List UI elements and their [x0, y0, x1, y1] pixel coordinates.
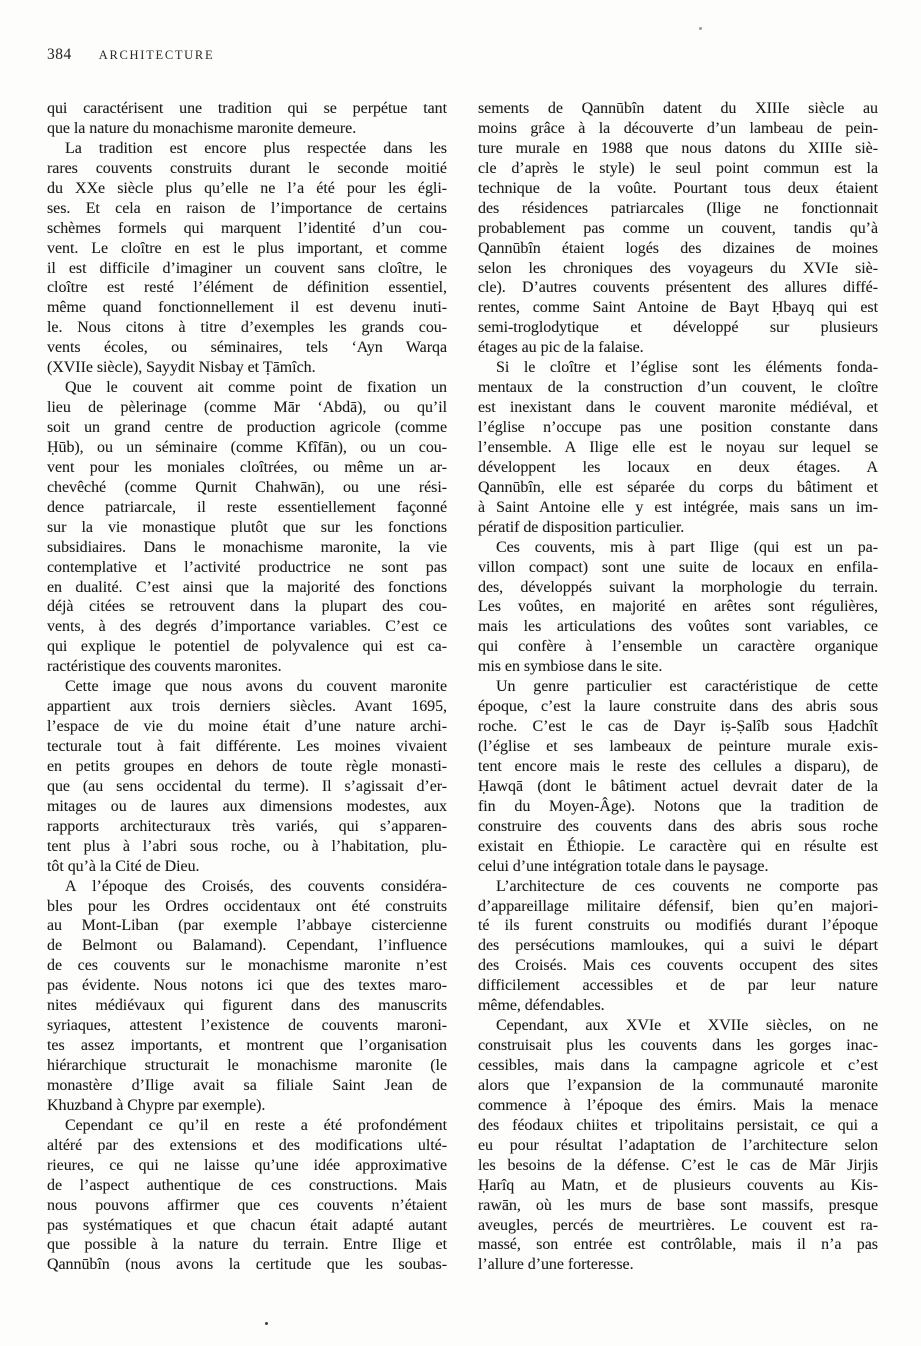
- text-column-right: [478, 99, 878, 1275]
- text-line: lieu de pèlerinage (comme Mār ‘Abdā), ou qu’il: [47, 399, 447, 417]
- text-line: l’allure d’une forteresse.: [478, 1256, 634, 1274]
- text-line: eu pour résultat l’adaptation de l’architecture selon: [478, 1136, 878, 1154]
- paragraph: [478, 538, 878, 678]
- text-line: sur la vie monastique plutôt que sur les fonctions: [47, 518, 447, 536]
- text-line: cle). D’autres couvents présentent des allures diffé-: [478, 279, 878, 297]
- text-line: Ḥawqā (dont le bâtiment actuel devrait dater de la: [478, 777, 878, 795]
- text-line: villon compact) sont une suite de locaux en enfila-: [478, 558, 878, 576]
- text-line: tôt qu’à la Cité de Dieu.: [47, 857, 200, 875]
- text-line: aveugles, percés de meurtrières. Le couvent est ra-: [478, 1216, 878, 1234]
- text-line: vents écoles, ou séminaires, tels ‘Ayn Warqa: [47, 339, 447, 357]
- text-line: Cependant ce qu’il en reste a été profondément: [65, 1116, 447, 1134]
- text-line: que (au sens occidental du terme). Il s’agissait d’er-: [47, 777, 447, 795]
- text-line: soit un grand centre de production agricole (comme: [47, 419, 447, 436]
- text-line: vent. Le cloître en est le plus important, et comme: [47, 239, 447, 257]
- text-line: bles pour les Ordres occidentaux ont été construits: [47, 897, 447, 915]
- scan-speck: [699, 27, 702, 30]
- text-line: appartient aux trois derniers siècles. Avant 1695,: [47, 698, 447, 716]
- text-line: altéré par des extensions et des modifications ulté-: [47, 1136, 447, 1154]
- text-line: Si le cloître et l’église sont les éléments fonda-: [496, 359, 878, 377]
- text-line: Qannūbîn étaient logés des dizaines de moines: [478, 239, 878, 257]
- text-line: mis en symbiose dans le site.: [478, 658, 663, 676]
- text-line: le. Nous citons à titre d’exemples les grands cou-: [47, 319, 447, 337]
- text-column-left: [47, 99, 447, 1275]
- paragraph: [478, 358, 878, 537]
- paragraph: [47, 378, 447, 677]
- text-line: d’appareillage militaire défensif, bien qu’en majori-: [478, 897, 878, 915]
- text-line: des persécutions mamloukes, qui a suivi le départ: [478, 937, 878, 955]
- text-line: L’architecture de ces couvents ne comporte pas: [496, 877, 878, 895]
- text-line: à Saint Antoine elle y est intégrée, mais sans un im-: [478, 498, 878, 516]
- text-line: rawān, où les murs de base sont massifs, presque: [478, 1196, 878, 1214]
- text-line: Cette image que nous avons du couvent maronite: [65, 678, 447, 696]
- text-line: rapports architecturaux très variés, qui s’apparen-: [47, 817, 447, 835]
- text-line: ses. Et cela en raison de l’importance de certains: [47, 199, 447, 217]
- text-line: cle d’après le style) le seul point commun est la: [478, 159, 878, 177]
- text-line: l’espace de vie du moine était d’une nature archi-: [47, 718, 447, 736]
- text-line: Ces couvents, mis à part Ilige (qui est un pa-: [496, 538, 878, 556]
- text-line: ractéristique des couvents maronites.: [47, 658, 282, 676]
- text-line: monastère d’Ilige avait sa filiale Saint Jean de: [47, 1076, 447, 1094]
- text-line: époque, c’est la laure construite dans des abris sous: [478, 698, 878, 716]
- text-line: tecturale tout à fait différente. Les moines vivaient: [47, 738, 447, 755]
- text-line: pératif de disposition particulier.: [478, 518, 685, 536]
- text-line: technique de la voûte. Pourtant tous deux étaient: [478, 179, 878, 197]
- text-line: Ḥūb), ou un séminaire (comme Kfîfān), ou un cou-: [47, 438, 447, 456]
- text-line: roche. C’est le cas de Dayr iṣ-Ṣalîb sous Ḥadchît: [478, 718, 878, 736]
- text-line: (XVIIe siècle), Sayydit Nisbay et Ṭāmîch.: [47, 359, 316, 377]
- text-line: même quand fonctionnellement il est devenu inuti-: [47, 299, 447, 317]
- text-line: même, défendables.: [478, 997, 605, 1015]
- text-line: A l’époque des Croisés, des couvents considéra-: [65, 877, 447, 895]
- text-line: qui explique le potentiel de polyvalence qui est ca-: [47, 638, 447, 656]
- text-line: pas évidente. Nous notons ici que des textes maro-: [47, 977, 447, 995]
- paragraph: [47, 99, 447, 139]
- text-line: alors que l’expansion de la communauté maronite: [478, 1076, 878, 1094]
- paragraph: [478, 677, 878, 876]
- text-line: massé, son entrée est contrôlable, mais il n’a pas: [478, 1236, 878, 1254]
- text-line: l’ensemble. A Ilige elle est le noyau sur lequel se: [478, 438, 878, 456]
- text-line: cessibles, mais dans la campagne agricole et c’est: [478, 1057, 878, 1074]
- text-line: de ces couvents sur le monachisme maronite n’est: [47, 957, 447, 975]
- text-line: Khuzband à Chypre par exemple).: [47, 1096, 266, 1114]
- text-line: construire des couvents dans des abris sous roche: [478, 817, 878, 835]
- text-line: est inexistant dans le couvent maronite médiéval, et: [478, 399, 878, 417]
- text-line: il est difficile d’imaginer un couvent sans cloître, le: [47, 259, 447, 277]
- text-line: qui confère à l’ensemble un caractère organique: [478, 638, 878, 656]
- page-header: [47, 46, 214, 64]
- text-line: fin du Moyen-Âge). Notons que la tradition de: [478, 797, 878, 815]
- text-line: Un genre particulier est caractéristique de cette: [496, 678, 878, 696]
- text-line: mitages ou de laures aux dimensions modestes, aux: [47, 797, 447, 815]
- text-line: l’église n’occupe pas une position constante dans: [478, 419, 878, 436]
- text-line: té ils furent construits ou modifiés durant l’époque: [478, 917, 878, 935]
- text-line: en petits groupes en dehors de toute règle monasti-: [47, 757, 447, 775]
- text-line: étages au pic de la falaise.: [478, 339, 644, 357]
- text-line: Cependant, aux XVIe et XVIIe siècles, on ne: [496, 1017, 878, 1035]
- text-line: des Croisés. Mais ces couvents occupent des sites: [478, 957, 878, 975]
- text-line: nites médiévaux qui figurent dans des manuscrits: [47, 997, 447, 1015]
- text-line: rentes, comme Saint Antoine de Bayt Ḥbayq qui est: [478, 299, 878, 317]
- text-line: moins grâce à la découverte d’un lambeau de pein-: [478, 119, 878, 137]
- text-line: syriaques, attestent l’existence de couvents maroni-: [47, 1017, 447, 1035]
- paragraph: [478, 1016, 878, 1275]
- text-line: de Belmont ou Balamand). Cependant, l’influence: [47, 937, 447, 955]
- text-line: schèmes formels qui marquent l’identité d’un cou-: [47, 219, 447, 237]
- paragraph: [47, 139, 447, 378]
- text-line: rieures, ce qui ne laisse qu’une idée approximative: [47, 1156, 447, 1174]
- text-line: contemplative et l’activité productrice ne sont pas: [47, 558, 447, 576]
- text-line: La tradition est encore plus respectée dans les: [65, 139, 447, 157]
- text-line: Ḥarîq au Matn, et de plusieurs couvents au Kis-: [478, 1176, 878, 1194]
- text-line: construisait plus les couvents dans les gorges inac-: [478, 1037, 878, 1055]
- text-line: du XXe siècle plus qu’elle ne l’a été pour les égli-: [47, 179, 447, 197]
- text-line: Les voûtes, en majorité en arêtes sont régulières,: [478, 598, 878, 616]
- running-head: ARCHITECTURE: [98, 48, 215, 62]
- text-line: commence à l’époque des émirs. Mais la menace: [478, 1096, 878, 1114]
- text-line: dence patriarcale, il reste essentiellement façonné: [47, 498, 447, 516]
- text-line: Qannūbîn (nous avons la certitude que les soubas-: [47, 1256, 447, 1274]
- paragraph: [478, 99, 878, 358]
- text-line: rares couvents construits durant le seconde moitié: [47, 159, 447, 177]
- paragraph: [47, 877, 447, 1116]
- text-line: difficilement accessibles et de par leur nature: [478, 977, 878, 995]
- text-line: sements de Qannūbîn datent du XIIIe siècle au: [478, 100, 878, 117]
- text-line: qui caractérisent une tradition qui se perpétue tant: [47, 100, 447, 117]
- text-line: Que le couvent ait comme point de fixation un: [65, 379, 447, 397]
- paragraph: [47, 677, 447, 876]
- text-line: hiérarchique structurait le monachisme maronite (le: [47, 1057, 447, 1074]
- text-line: existait en Éthiopie. Le caractère qui en résulte est: [478, 837, 878, 855]
- text-line: des résidences patriarcales (Ilige ne fonctionnait: [478, 199, 878, 217]
- text-line: les besoins de la défense. C’est le cas de Mār Jirjis: [478, 1156, 878, 1174]
- text-line: de l’aspect authentique de ces constructions. Mais: [47, 1176, 447, 1194]
- text-line: déjà citées se retrouvent dans la plupart des cou-: [47, 598, 447, 616]
- text-line: en dualité. C’est ainsi que la majorité des fonctions: [47, 578, 447, 596]
- text-line: que possible à la nature du terrain. Entre Ilige et: [47, 1236, 447, 1254]
- paragraph: [47, 1116, 447, 1276]
- text-line: développent les locaux en deux étages. A: [478, 458, 878, 476]
- text-line: ture murale en 1988 que nous datons du XIIIe siè-: [478, 139, 878, 157]
- text-line: vents, à des degrés d’importance variables. C’est ce: [47, 618, 447, 636]
- text-line: tes assez importants, et montrent que l’organisation: [47, 1037, 447, 1055]
- text-line: cloître est resté l’élément de définition essentiel,: [47, 279, 447, 297]
- page-number: 384: [47, 46, 72, 63]
- text-line: mentaux de la construction d’un couvent, le cloître: [478, 379, 878, 397]
- text-line: probablement pas comme un couvent, tandis qu’à: [478, 219, 878, 237]
- text-line: des féodaux chiites et tripolitains persistait, ce qui a: [478, 1116, 878, 1134]
- text-line: vent pour les moniales cloîtrées, ou même un ar-: [47, 458, 447, 476]
- text-line: chevêché (comme Qurnit Chahwān), ou une rési-: [47, 478, 447, 496]
- scan-speck: [265, 1322, 268, 1325]
- text-line: nous pouvons affirmer que ces couvents n’étaient: [47, 1196, 447, 1214]
- text-line: au Mont-Liban (par exemple l’abbaye cistercienne: [47, 917, 447, 935]
- paragraph: [478, 877, 878, 1017]
- text-line: celui d’une intégration totale dans le paysage.: [478, 857, 769, 875]
- text-line: Qannūbîn, elle est séparée du corps du bâtiment et: [478, 478, 878, 496]
- text-line: semi-troglodytique et développé sur plusieurs: [478, 319, 878, 337]
- text-line: pas systématiques et que chacun était adapté autant: [47, 1216, 447, 1234]
- text-line: que la nature du monachisme maronite demeure.: [47, 119, 357, 137]
- text-line: tent plus à l’abri sous roche, ou à l’habitation, plu-: [47, 837, 447, 855]
- text-line: mais les articulations des voûtes sont variables, ce: [478, 618, 878, 636]
- text-line: subsidiaires. Dans le monachisme maronite, la vie: [47, 538, 447, 556]
- text-line: des, développés suivant la morphologie du terrain.: [478, 578, 878, 596]
- text-line: selon les chroniques des voyageurs du XVIe siè-: [478, 259, 878, 277]
- text-line: tent encore mais le reste des cellules a disparu), de: [478, 757, 878, 775]
- text-line: (l’église et ses lambeaux de peinture murale exis-: [478, 738, 878, 755]
